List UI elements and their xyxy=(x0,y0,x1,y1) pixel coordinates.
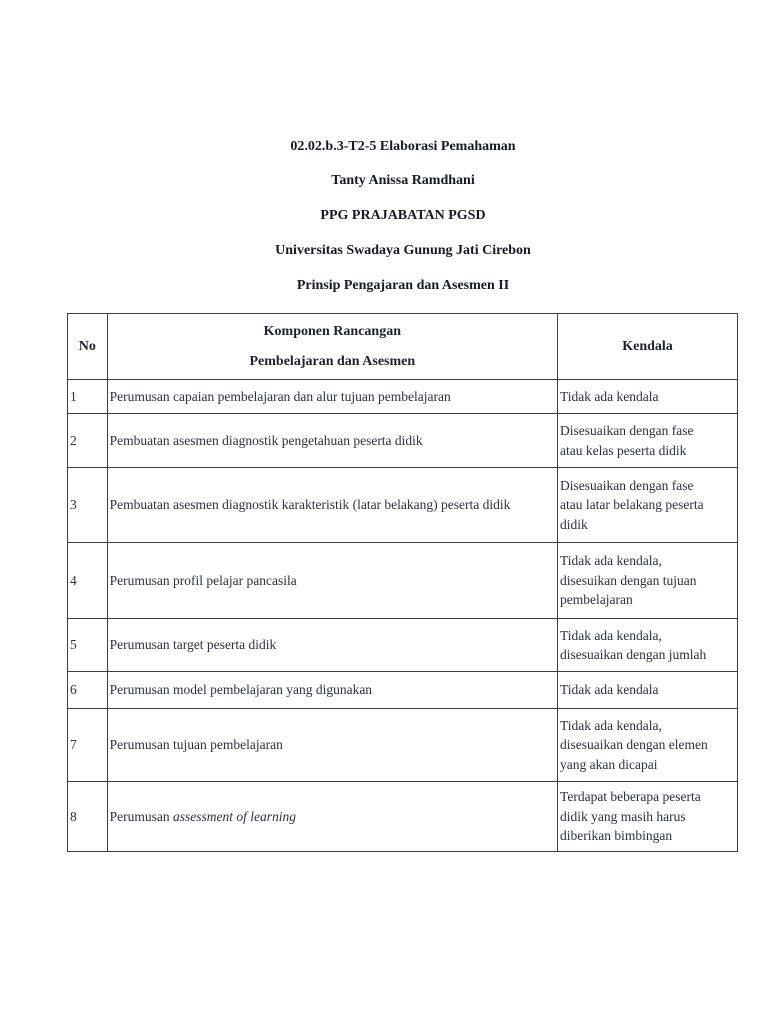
row-number: 4 xyxy=(68,543,108,619)
header-no: No xyxy=(68,314,108,380)
row-kendala xyxy=(558,414,738,468)
row-kendala xyxy=(558,380,738,414)
row-component xyxy=(107,543,557,619)
table-header-row xyxy=(68,314,738,380)
row-component xyxy=(107,380,557,414)
table-row xyxy=(68,619,738,672)
row-component xyxy=(107,782,557,852)
row-component-text: Perumusan model pembelajaran yang digunakan xyxy=(109,682,373,698)
table-row xyxy=(68,709,738,782)
header-component-line2: Pembelajaran dan Asesmen xyxy=(249,353,416,369)
row-component-text: Pembuatan asesmen diagnostik karakteristik (latar belakang) peserta didik xyxy=(109,497,511,513)
university-name: Universitas Swadaya Gunung Jati Cirebon xyxy=(275,243,531,258)
row-kendala-text: Terdapat beberapa peserta didik yang masih harus diberikan bimbingan xyxy=(560,789,701,844)
header-component xyxy=(107,314,557,380)
row-component xyxy=(107,709,557,782)
row-component-text: Perumusan target peserta didik xyxy=(109,637,277,653)
row-kendala-text: Tidak ada kendala xyxy=(560,682,659,698)
row-kendala-text: Disesuaikan dengan fase atau kelas peserta didik xyxy=(560,423,694,458)
row-number: 1 xyxy=(68,380,108,414)
header-component-line1: Komponen Rancangan xyxy=(263,323,401,339)
table-row xyxy=(68,543,738,619)
row-kendala xyxy=(558,543,738,619)
author-name: Tanty Anissa Ramdhani xyxy=(331,173,475,188)
row-kendala-text: Tidak ada kendala, disesuikan dengan tujuan pembelajaran xyxy=(560,553,697,608)
table-row xyxy=(68,414,738,468)
row-number: 7 xyxy=(68,709,108,782)
row-component xyxy=(107,619,557,672)
row-number: 3 xyxy=(68,468,108,543)
row-component xyxy=(107,468,557,543)
table-row xyxy=(68,782,738,852)
row-kendala xyxy=(558,709,738,782)
document-title: 02.02.b.3-T2-5 Elaborasi Pemahaman xyxy=(290,139,516,154)
row-kendala-text: Tidak ada kendala xyxy=(560,388,659,404)
table-row xyxy=(68,380,738,414)
row-number: 6 xyxy=(68,672,108,709)
row-component-text: Perumusan profil pelajar pancasila xyxy=(109,572,297,588)
row-kendala xyxy=(558,468,738,543)
row-kendala xyxy=(558,672,738,709)
row-number: 8 xyxy=(68,782,108,852)
row-number: 5 xyxy=(68,619,108,672)
row-component xyxy=(107,672,557,709)
row-component xyxy=(107,414,557,468)
row-kendala-text: Tidak ada kendala, disesuaikan dengan jumlah xyxy=(560,627,707,662)
row-kendala-text: Tidak ada kendala, disesuaikan dengan elemen yang akan dicapai xyxy=(560,717,708,772)
row-number: 2 xyxy=(68,414,108,468)
row-kendala xyxy=(558,782,738,852)
course-name: Prinsip Pengajaran dan Asesmen II xyxy=(296,278,510,293)
header-kendala: Kendala xyxy=(558,314,738,380)
row-kendala-text: Disesuaikan dengan fase atau latar belakang peserta didik xyxy=(560,477,704,532)
row-component-text: Pembuatan asesmen diagnostik pengetahuan peserta didik xyxy=(109,432,423,448)
elaboration-table xyxy=(67,313,738,852)
row-component-text: Perumusan tujuan pembelajaran xyxy=(109,737,283,753)
program-name: PPG PRAJABATAN PGSD xyxy=(320,208,486,223)
row-kendala xyxy=(558,619,738,672)
table-row xyxy=(68,468,738,543)
row-component-text: Perumusan capaian pembelajaran dan alur tujuan pembelajaran xyxy=(109,388,451,404)
row-component-italic-text: assessment of learning xyxy=(173,808,297,824)
row-component-text: Perumusan xyxy=(109,808,174,824)
table-row xyxy=(68,672,738,709)
